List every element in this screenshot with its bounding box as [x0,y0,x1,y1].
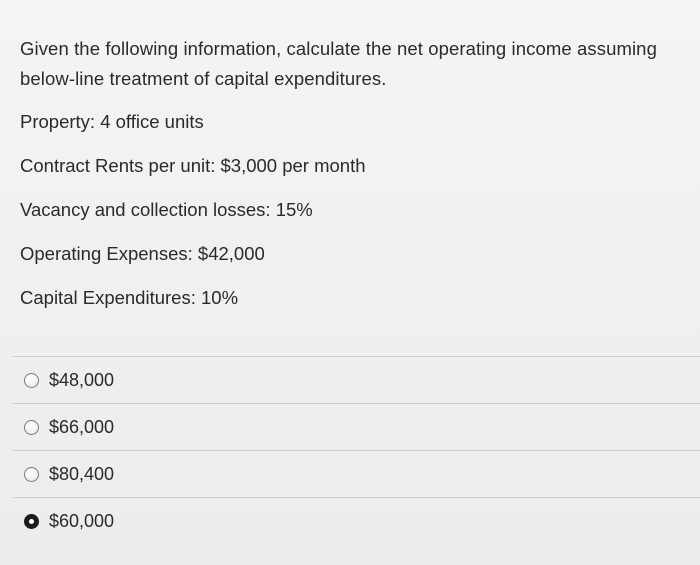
radio-button-selected-icon[interactable] [24,514,39,529]
answer-option-4[interactable] [0,498,700,544]
fact-contract-rents: Contract Rents per unit: $3,000 per month [20,155,366,176]
fact-property: Property: 4 office units [20,111,204,132]
answer-option-label: $80,400 [49,463,115,484]
radio-button-icon[interactable] [24,467,39,482]
question-block [20,34,696,94]
answer-option-3[interactable] [0,451,700,497]
fact-vacancy-losses: Vacancy and collection losses: 15% [20,199,313,220]
answer-option-2[interactable] [0,404,700,450]
answer-option-label: $66,000 [49,416,115,437]
answer-option-label: $48,000 [49,369,115,390]
answer-option-label: $60,000 [49,510,115,531]
radio-button-icon[interactable] [24,373,39,388]
radio-button-icon[interactable] [24,420,39,435]
fact-operating-expenses: Operating Expenses: $42,000 [20,243,265,264]
answer-option-1[interactable] [0,357,700,403]
answer-options [0,356,700,544]
question-prompt: Given the following information, calculate the net operating income assuming below-line treatment of capital expenditures. [20,38,657,89]
fact-capital-expenditures: Capital Expenditures: 10% [20,287,239,308]
